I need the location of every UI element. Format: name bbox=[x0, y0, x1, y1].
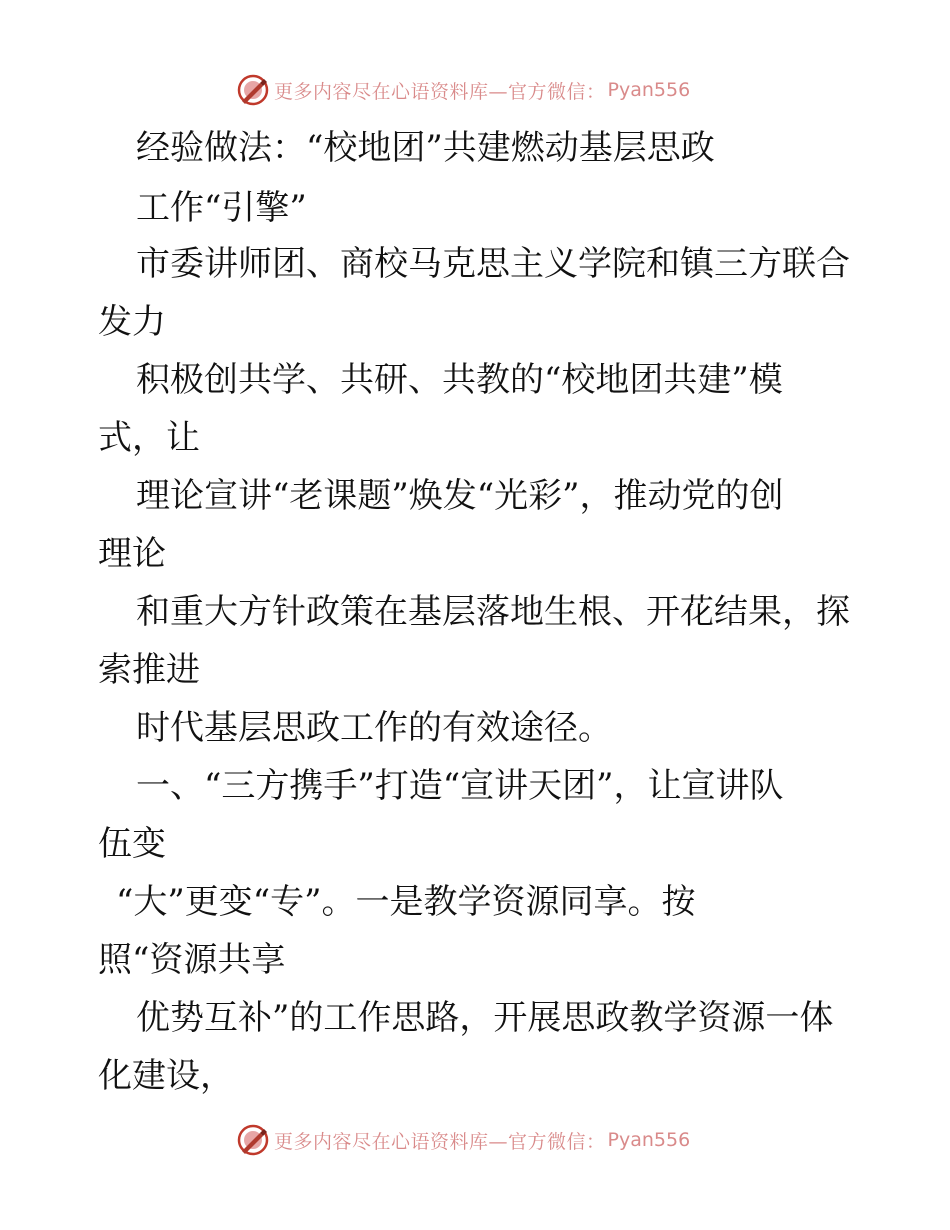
text-line: 索推进 bbox=[98, 650, 200, 690]
text-line: 积极创共学、共研、共教的“校地团共建”模 bbox=[136, 360, 783, 400]
watermark-text: 更多内容尽在心语资料库—官方微信： bbox=[274, 1130, 606, 1153]
text-line: 式，让 bbox=[98, 418, 200, 458]
text-line: 一、“三方携手”打造“宣讲天团”，让宣讲队 bbox=[136, 766, 784, 806]
watermark-wechat-id: Pyan556 bbox=[607, 79, 691, 101]
pen-seal-logo-icon bbox=[236, 1123, 270, 1157]
watermark-wechat-id: Pyan556 bbox=[607, 1129, 691, 1151]
text-line: 优势互补”的工作思路，开展思政教学资源一体 bbox=[136, 998, 834, 1038]
text-line: 和重大方针政策在基层落地生根、开花结果，探 bbox=[136, 592, 850, 632]
text-line: 照“资源共享 bbox=[98, 940, 286, 980]
pen-seal-logo-icon bbox=[236, 73, 270, 107]
text-line: “大”更变“专”。一是教学资源同享。按 bbox=[116, 882, 696, 922]
text-line: 经验做法：“校地团”共建燃动基层思政 bbox=[136, 128, 715, 168]
text-line: 工作“引擎” bbox=[136, 188, 307, 228]
watermark-text: 更多内容尽在心语资料库—官方微信： bbox=[274, 80, 606, 103]
text-line: 伍变 bbox=[98, 824, 166, 864]
text-line: 化建设， bbox=[98, 1056, 234, 1096]
text-line: 发力 bbox=[98, 302, 166, 342]
text-line: 时代基层思政工作的有效途径。 bbox=[136, 708, 612, 748]
text-line: 市委讲师团、商校马克思主义学院和镇三方联合 bbox=[136, 244, 850, 284]
header-watermark bbox=[236, 72, 690, 108]
footer-watermark bbox=[236, 1122, 690, 1158]
text-line: 理论宣讲“老课题”焕发“光彩”，推动党的创 bbox=[136, 476, 784, 516]
text-line: 理论 bbox=[98, 534, 166, 574]
